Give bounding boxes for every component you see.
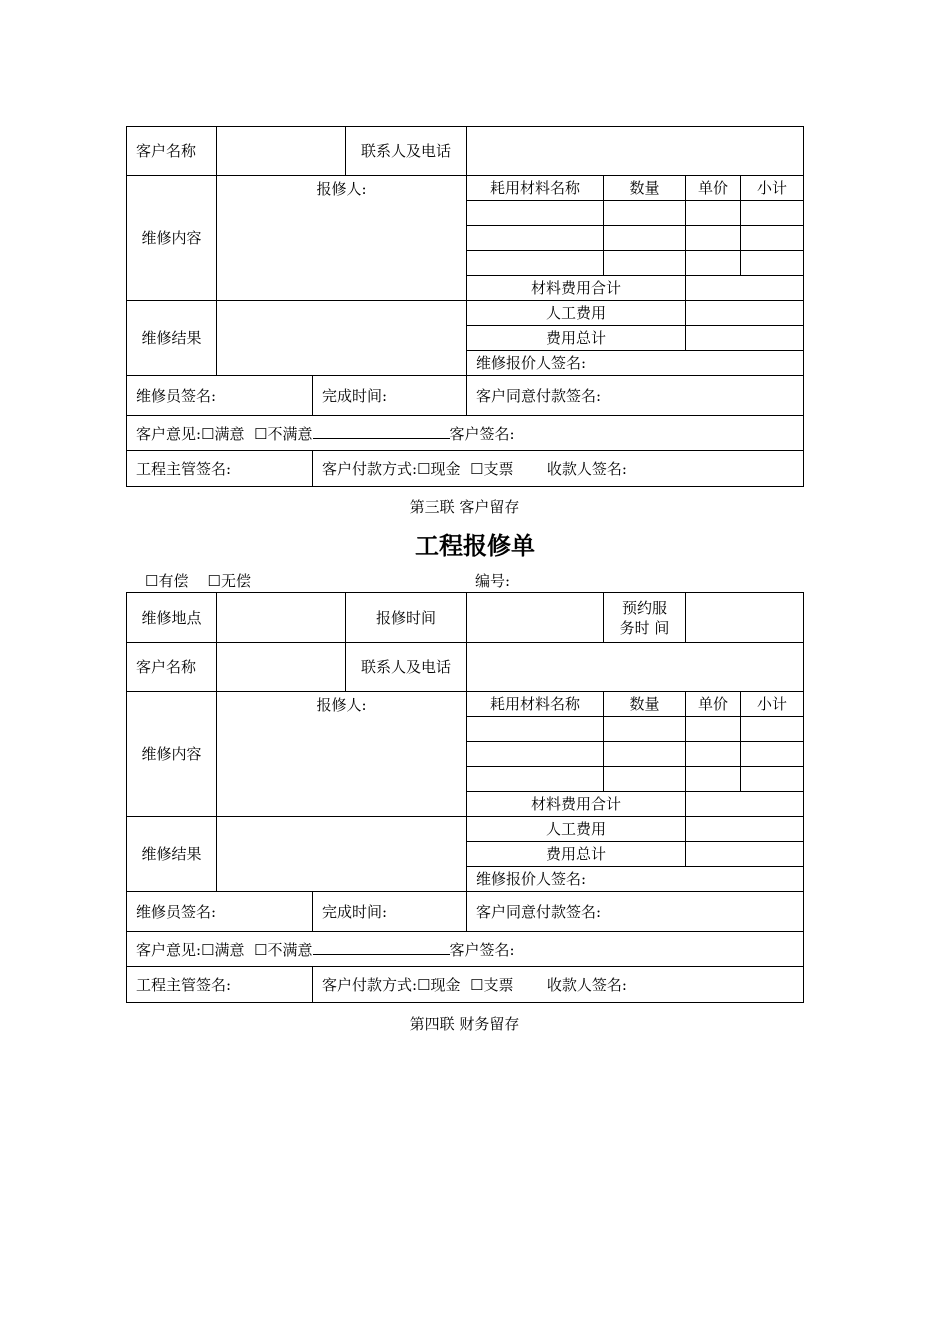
customer-opinion-row [127,416,804,451]
contact-field[interactable] [467,127,804,176]
appointment-time-field[interactable] [686,593,804,643]
customer-name-label: 客户名称 [127,643,217,692]
supervisor-signature-label: 工程主管签名: [127,967,313,1003]
customer-agree-signature-label: 客户同意付款签名: [467,376,804,416]
material-cell[interactable] [604,201,686,226]
contact-label: 联系人及电话 [346,127,467,176]
material-name-header: 耗用材料名称 [467,692,604,717]
labor-cost-label: 人工费用 [467,301,686,326]
customer-agree-signature-label: 客户同意付款签名: [467,892,804,932]
material-cell[interactable] [604,717,686,742]
material-cell[interactable] [741,226,804,251]
quote-signature-label: 维修报价人签名: [467,867,804,892]
labor-cost-field[interactable] [686,817,804,842]
check-checkbox[interactable]: ☐支票 [470,459,514,478]
material-cell[interactable] [604,226,686,251]
payee-signature-label: 收款人签名: [546,459,627,478]
opinion-label: 客户意见: [136,940,202,959]
payee-signature-label: 收款人签名: [546,975,627,994]
material-cell[interactable] [741,201,804,226]
unit-price-header: 单价 [686,176,741,201]
satisfied-checkbox[interactable]: ☐满意 [201,424,245,443]
customer-signature-label: 客户签名: [449,424,515,443]
unsatisfied-checkbox[interactable]: ☐不满意 [254,940,313,959]
reporter-label: 报修人: [316,180,367,198]
opinion-label: 客户意见: [136,424,202,443]
quote-signature-label: 维修报价人签名: [467,351,804,376]
copy-caption-3: 第三联 客户留存 [409,498,520,516]
report-time-label: 报修时间 [346,593,467,643]
check-checkbox[interactable]: ☐支票 [470,975,514,994]
material-cell[interactable] [741,717,804,742]
material-cell[interactable] [467,251,604,276]
repair-form-copy-3 [126,126,803,487]
material-cell[interactable] [467,742,604,767]
repair-content-label: 维修内容 [127,692,217,817]
total-cost-label: 费用总计 [467,326,686,351]
repair-result-field[interactable] [217,817,467,892]
unit-price-header: 单价 [686,692,741,717]
labor-cost-field[interactable] [686,301,804,326]
material-cell[interactable] [467,201,604,226]
material-cell[interactable] [604,767,686,792]
appointment-time-label [604,593,686,643]
satisfied-checkbox[interactable]: ☐满意 [201,940,245,959]
finish-time-label: 完成时间: [313,376,467,416]
repair-form-table [126,592,804,1003]
labor-cost-label: 人工费用 [467,817,686,842]
material-cell[interactable] [604,251,686,276]
material-cell[interactable] [686,742,741,767]
material-cell[interactable] [686,767,741,792]
opinion-blank-line[interactable] [313,423,450,439]
appointment-label-line2: 务时 间 [619,618,670,637]
report-time-field[interactable] [467,593,604,643]
total-cost-field[interactable] [686,326,804,351]
total-cost-label: 费用总计 [467,842,686,867]
payment-row [313,967,804,1003]
material-cell[interactable] [467,226,604,251]
repair-result-label: 维修结果 [127,817,217,892]
material-cell[interactable] [467,717,604,742]
page-title: 工程报修单 [415,531,535,560]
unsatisfied-checkbox[interactable]: ☐不满意 [254,424,313,443]
repair-content-label: 维修内容 [127,176,217,301]
payment-method-label: 客户付款方式: [322,459,418,478]
material-cell[interactable] [741,767,804,792]
material-cell[interactable] [686,717,741,742]
subtotal-header: 小计 [741,176,804,201]
quantity-header: 数量 [604,692,686,717]
repair-form-table [126,126,804,487]
material-name-header: 耗用材料名称 [467,176,604,201]
repair-content-field[interactable] [217,692,467,817]
repair-result-field[interactable] [217,301,467,376]
reporter-label: 报修人: [316,696,367,714]
finish-time-label: 完成时间: [313,892,467,932]
material-total-label: 材料费用合计 [467,792,686,817]
material-total-label: 材料费用合计 [467,276,686,301]
material-cell[interactable] [604,742,686,767]
copy-caption-4: 第四联 财务留存 [409,1015,520,1033]
customer-name-field[interactable] [217,127,346,176]
customer-opinion-row [127,932,804,967]
material-cell[interactable] [686,251,741,276]
supervisor-signature-label: 工程主管签名: [127,451,313,487]
cash-checkbox[interactable]: ☐现金 [417,459,461,478]
form-number-label: 编号: [475,572,511,590]
repair-content-field[interactable] [217,176,467,301]
free-checkbox[interactable]: ☐无偿 [207,572,251,590]
paid-option-row [145,570,251,591]
subtotal-header: 小计 [741,692,804,717]
customer-signature-label: 客户签名: [449,940,515,959]
customer-name-field[interactable] [217,643,346,692]
material-cell[interactable] [741,251,804,276]
contact-label: 联系人及电话 [346,643,467,692]
customer-name-label: 客户名称 [127,127,217,176]
repair-form-copy-4 [126,592,803,1003]
quantity-header: 数量 [604,176,686,201]
payment-method-label: 客户付款方式: [322,975,418,994]
material-total-field[interactable] [686,792,804,817]
material-cell[interactable] [741,742,804,767]
material-cell[interactable] [686,226,741,251]
material-cell[interactable] [467,767,604,792]
payment-row [313,451,804,487]
appointment-label-line1: 预约服 [621,598,667,617]
technician-signature-label: 维修员签名: [127,892,313,932]
cash-checkbox[interactable]: ☐现金 [417,975,461,994]
opinion-blank-line[interactable] [313,939,450,955]
material-cell[interactable] [686,201,741,226]
technician-signature-label: 维修员签名: [127,376,313,416]
repair-location-label: 维修地点 [127,593,217,643]
paid-checkbox[interactable]: ☐有偿 [145,572,189,590]
repair-location-field[interactable] [217,593,346,643]
repair-result-label: 维修结果 [127,301,217,376]
contact-field[interactable] [467,643,804,692]
material-total-field[interactable] [686,276,804,301]
total-cost-field[interactable] [686,842,804,867]
